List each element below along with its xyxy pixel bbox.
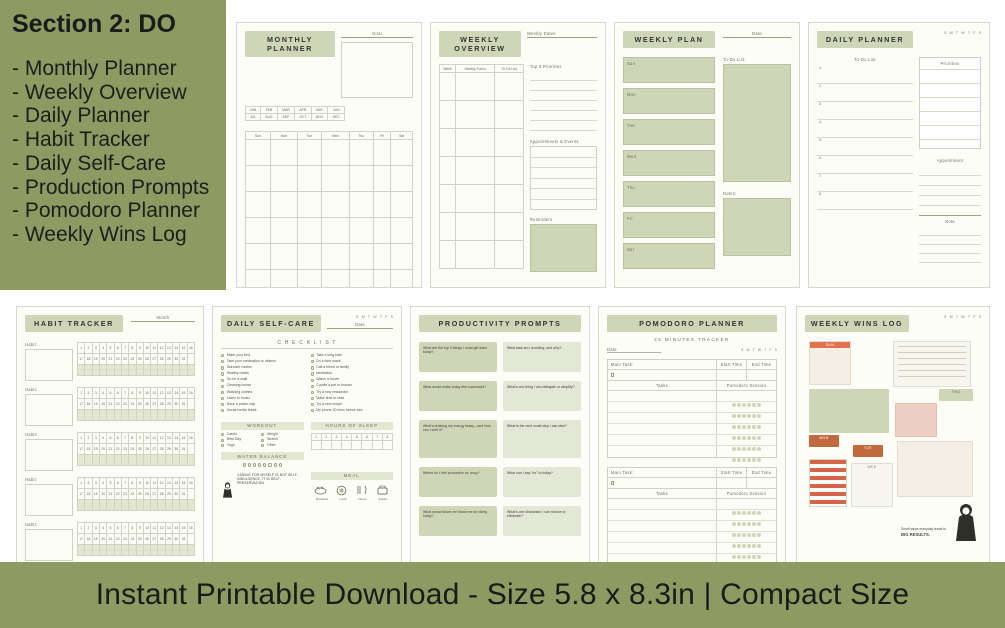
note-wed[interactable]: [851, 463, 893, 507]
weekday-th[interactable]: T: [764, 348, 767, 352]
checklist-item: Try a new recipe: [311, 403, 394, 407]
checklist-item: Have a power nap: [221, 403, 304, 407]
weekday-s[interactable]: S: [944, 315, 947, 319]
checklist-item: Washing clothes: [221, 391, 304, 395]
note-label: Note: [919, 215, 981, 224]
note-beige-right[interactable]: [897, 441, 973, 497]
list-item: - Weekly Overview: [12, 80, 187, 104]
pomodoro-rows[interactable]: [608, 391, 776, 457]
list-item: - Daily Self-Care: [12, 151, 167, 175]
prompt-card[interactable]: What would make today feel successful?: [419, 381, 497, 411]
item-number: 8.: [819, 192, 823, 196]
sheet-title: PRODUCTIVITY PROMPTS: [419, 315, 581, 332]
item-number: 2.: [819, 84, 823, 88]
checklist-item: Listen to music: [221, 397, 304, 401]
checklist-item: Do a face mask: [311, 360, 394, 364]
workout-label: WORKOUT: [221, 422, 304, 430]
col-todo: To Do List: [495, 65, 524, 73]
weekday-m[interactable]: M: [949, 31, 953, 35]
checkbox[interactable]: [221, 433, 224, 436]
checkbox[interactable]: [221, 439, 224, 442]
list-item: - Monthly Planner: [12, 57, 177, 80]
weekday-sa[interactable]: S: [978, 31, 981, 35]
weekly-dates-label: Weekly Dates: [527, 31, 597, 38]
date-label: Date: [723, 31, 791, 38]
prompt-card[interactable]: What's one thing I can delegate or simplify?: [503, 381, 581, 411]
weekday-selector[interactable]: [919, 31, 981, 35]
appointment-lines[interactable]: [919, 166, 981, 206]
checkbox[interactable]: [311, 397, 314, 400]
priorities-lines[interactable]: [530, 71, 597, 131]
checklist-item: Take your medication or vitamin: [221, 360, 304, 364]
habit-day-grid[interactable]: 1 2 3 4 5 6 7 8 9 10 11 12 13 14 15 16 17 18 19 20 21 22 23 24 25 26 27 28 29 30 31: [77, 477, 195, 511]
sheet-habit-tracker: [16, 306, 204, 568]
checklist-item: Make time to read: [311, 397, 394, 401]
checklist-item: Make your bed: [221, 354, 304, 358]
month-cell: JUL: [246, 114, 261, 121]
end-time-header: End Time: [746, 468, 776, 477]
start-time-header: Start Time: [716, 360, 746, 369]
notes-label: Notes:: [723, 191, 737, 196]
sheet-monthly-planner: [236, 22, 422, 288]
checklist-item: Cuddle a pet or human: [311, 384, 394, 388]
prompt-column-right: [503, 342, 581, 536]
checkbox[interactable]: [311, 379, 314, 382]
checkbox[interactable]: [611, 373, 614, 376]
checkbox[interactable]: [221, 403, 224, 406]
feature-list: [12, 57, 226, 247]
weekday-m[interactable]: M: [361, 315, 365, 319]
water-glass[interactable]: [274, 463, 277, 466]
sheet-title: POMODORO PLANNER: [607, 315, 777, 332]
weekday-th[interactable]: T: [967, 31, 971, 35]
meal-icons[interactable]: [311, 484, 394, 496]
weekday-th[interactable]: T: [967, 315, 971, 319]
weekday-sa[interactable]: S: [978, 315, 981, 319]
top-priorities-label: Top 3 Priorities: [529, 64, 562, 69]
habit-rows[interactable]: [25, 342, 195, 561]
day-label: Wed: [627, 154, 637, 159]
pomodoro-block: [607, 467, 777, 566]
goal-label: Goal: [341, 31, 413, 38]
checkbox[interactable]: [311, 360, 314, 363]
appointments-box[interactable]: [530, 146, 597, 210]
weekday-th[interactable]: T: [379, 315, 383, 319]
day-label: Fri: [627, 216, 633, 221]
habit-day-grid[interactable]: 1 2 3 4 5 6 7 8 9 10 11 12 13 14 15 16 17 18 19 20 21 22 23 24 25 26 27 28 29 30 31: [77, 342, 195, 376]
sheet-daily-self-care: [212, 306, 402, 568]
sheet-title: HABIT TRACKER: [25, 315, 123, 332]
priorities-label: Priorities: [920, 58, 980, 70]
water-glass[interactable]: [248, 463, 251, 466]
meal-item-label: Snacks: [378, 496, 388, 501]
checkbox[interactable]: [221, 372, 224, 375]
note-pink[interactable]: [895, 403, 937, 437]
todo-label: To-Do List:: [723, 57, 746, 62]
day-label: Sun: [627, 61, 636, 66]
date-label: Date: [607, 347, 661, 353]
checkbox[interactable]: [611, 481, 614, 484]
checklist-item: Skincare routine: [221, 366, 304, 370]
prompt-card[interactable]: Where do I feel productive vs. busy?: [419, 467, 497, 497]
checkbox[interactable]: [221, 444, 224, 447]
sleep-hours-grid[interactable]: 1 2 3 4 5 6 7 8: [311, 433, 394, 450]
weekday-f[interactable]: F: [973, 31, 976, 35]
sheet-title: WEEKLY OVERVIEW: [439, 31, 521, 57]
habit-label: Habit:: [25, 432, 38, 437]
note-green-left[interactable]: [809, 389, 889, 433]
weekday-selector[interactable]: [741, 348, 777, 352]
item-number: 4.: [819, 120, 823, 124]
checklist-item: Social media break: [221, 409, 304, 413]
prompt-card[interactable]: What would future me thank me for doing today?: [419, 506, 497, 536]
pomodoro-block: [607, 359, 777, 458]
day-label: Sat: [627, 247, 635, 252]
checkbox[interactable]: [311, 372, 314, 375]
checklist-item: Try a new restaurant: [311, 391, 394, 395]
item-number: 1.: [819, 66, 823, 70]
lunch-icon: [335, 484, 348, 496]
water-glass[interactable]: [243, 463, 246, 466]
sheet-title: WEEKLY PLAN: [623, 31, 715, 48]
pomodoro-rows[interactable]: [608, 499, 776, 565]
workout-options[interactable]: Cardio Weight Rest Day Stretch Yoga Other: [221, 433, 304, 448]
list-item: - Pomodoro Planner: [12, 199, 200, 223]
prompt-column-left: [419, 342, 497, 536]
weekday-w[interactable]: W: [961, 315, 965, 319]
checkbox[interactable]: [311, 385, 314, 388]
habit-day-grid[interactable]: 1 2 3 4 5 6 7 8 9 10 11 12 13 14 15 16 17 18 19 20 21 22 23 24 25 26 27 28 29 30 31: [77, 432, 195, 466]
day-tag-wed: WED: [867, 465, 877, 469]
checklist-column-right[interactable]: [311, 354, 394, 415]
checkbox[interactable]: [311, 354, 314, 357]
item-number: 7.: [819, 174, 823, 178]
notes-box[interactable]: [723, 198, 791, 256]
footer-note: Small steps everyday leads to BIG RESULTS.: [901, 527, 947, 537]
weekday-t[interactable]: T: [955, 315, 959, 319]
checklist-item: Meditation: [311, 372, 394, 376]
weekday-f[interactable]: F: [973, 315, 976, 319]
month-label: Month: [131, 315, 195, 322]
month-grid[interactable]: Sun Mon Tue Wed Thu Fri Sat: [245, 131, 413, 288]
reminders-box[interactable]: [530, 224, 597, 272]
todo-box[interactable]: [723, 64, 791, 182]
appointment-label: Appointment: [936, 158, 964, 163]
footer-text: Instant Printable Download - Size 5.8 x 8.3in | Compact Size: [95, 578, 910, 611]
list-item: - Production Prompts: [12, 175, 210, 199]
checkbox[interactable]: [221, 360, 224, 363]
tasks-header: Tasks: [656, 491, 668, 496]
habit-label: Habit:: [25, 477, 38, 482]
checkbox[interactable]: [261, 444, 264, 447]
checklist-column-left[interactable]: [221, 354, 304, 415]
note-striped[interactable]: [809, 459, 847, 507]
wins-collage: [805, 341, 981, 541]
weekday-m[interactable]: M: [949, 315, 953, 319]
note-lined-top[interactable]: [893, 341, 971, 387]
habit-label: Habit:: [25, 387, 38, 392]
checkbox[interactable]: [261, 439, 264, 442]
date-label: Date: [327, 322, 393, 329]
checkbox[interactable]: [221, 385, 224, 388]
checklist-label: C H E C K L I S T: [277, 340, 337, 346]
item-number: 5.: [819, 138, 823, 142]
sheet-weekly-overview: [430, 22, 606, 288]
end-time-header: End Time: [746, 360, 776, 369]
checkbox[interactable]: [311, 403, 314, 406]
main-task-label: Main Task:: [611, 470, 634, 475]
note-mon[interactable]: [809, 435, 839, 447]
weekday-w[interactable]: W: [961, 31, 965, 35]
tasks-header: Tasks: [656, 383, 668, 388]
day-tag-mon: MON: [819, 436, 829, 440]
weekday-w[interactable]: W: [757, 348, 762, 352]
checkbox[interactable]: [311, 391, 314, 394]
note-sun[interactable]: [809, 341, 851, 385]
col-week: Week: [440, 65, 456, 73]
meal-item-label: Breakfast: [316, 496, 329, 501]
month-cell: JAN: [246, 107, 261, 114]
weekly-overview-table[interactable]: [439, 64, 524, 269]
main-task-label: Main Task:: [611, 362, 634, 367]
habit-day-grid[interactable]: 1 2 3 4 5 6 7 8 9 10 11 12 13 14 15 16 17 18 19 20 21 22 23 24 25 26 27 28 29 30 31: [77, 522, 195, 556]
weekday-s[interactable]: S: [356, 315, 359, 319]
day-label: Tue: [627, 123, 635, 128]
sheet-pomodoro-planner: [598, 306, 786, 568]
list-item: - Weekly Wins Log: [12, 223, 187, 247]
water-glass[interactable]: [268, 463, 271, 466]
list-item: - Habit Tracker: [12, 128, 150, 152]
weekday-list[interactable]: [623, 57, 715, 269]
sheet-weekly-wins-log: [796, 306, 990, 568]
page-title: Section 2: DO: [12, 10, 176, 38]
session-header: Pomodoro Session: [716, 489, 776, 498]
weekday-s[interactable]: S: [944, 31, 947, 35]
water-glass[interactable]: [263, 463, 266, 466]
weekday-selector[interactable]: [327, 315, 393, 319]
woman-illustration-icon: [953, 501, 979, 541]
checkbox[interactable]: [221, 409, 224, 412]
col-focus: Weekly Focus: [456, 65, 495, 73]
day-label: Thu: [627, 185, 635, 190]
note-tue[interactable]: [853, 445, 883, 457]
sheet-weekly-plan: [614, 22, 800, 288]
water-glass[interactable]: [258, 463, 261, 466]
checkbox[interactable]: [221, 391, 224, 394]
checkbox[interactable]: [221, 354, 224, 357]
prompt-card[interactable]: What can I say "no" to today?: [503, 467, 581, 497]
todo-label: To-Do List: [854, 57, 876, 62]
prompt-card[interactable]: What's draining my energy today—and how can I shift it?: [419, 420, 497, 458]
sheet-title: WEEKLY WINS LOG: [805, 315, 909, 332]
weekday-t[interactable]: T: [367, 315, 371, 319]
checklist-item: Call a friend or family: [311, 366, 394, 370]
weekday-sa[interactable]: S: [774, 348, 777, 352]
self-care-quote: CARING FOR MYSELF IS NOT SELF-INDULGENCE, IT IS SELF-PRESERVATION: [237, 472, 299, 485]
weekday-s[interactable]: S: [741, 348, 744, 352]
appointments-label: Appointments & Events: [529, 139, 579, 144]
day-tag-tue: TUE: [864, 446, 872, 450]
footer-banner: [0, 562, 1005, 628]
woman-illustration-icon: [221, 473, 234, 507]
checkbox[interactable]: [221, 379, 224, 382]
sheet-daily-planner: [808, 22, 990, 288]
session-header: Pomodoro Session: [716, 381, 776, 390]
day-label: Mon: [627, 92, 636, 97]
item-number: 3.: [819, 102, 823, 106]
reminders-label: Reminders: [529, 217, 553, 222]
weekday-m[interactable]: M: [746, 348, 750, 352]
sheet-title: DAILY SELF-CARE: [221, 315, 321, 332]
weekday-selector[interactable]: [915, 315, 981, 319]
note-thu[interactable]: [939, 389, 973, 401]
checklist-item: Watch a movie: [311, 378, 394, 382]
weekday-w[interactable]: W: [373, 315, 377, 319]
meal-label: MEAL: [311, 472, 394, 480]
weekday-t[interactable]: T: [955, 31, 959, 35]
checklist-item: Healthy meals: [221, 372, 304, 376]
breakfast-icon: [314, 484, 327, 496]
sheet-productivity-prompts: [410, 306, 590, 568]
weekday-sa[interactable]: S: [390, 315, 393, 319]
water-glasses[interactable]: [221, 463, 304, 466]
checkbox[interactable]: [311, 366, 314, 369]
priorities-box[interactable]: [919, 57, 981, 149]
water-glass[interactable]: [279, 463, 282, 466]
water-glass[interactable]: [253, 463, 256, 466]
month-selector[interactable]: JAN FEB MAR APR MAY JUN JUL AUG SEP OCT NOV DEC: [245, 106, 345, 121]
meal-item-label: Dinner: [358, 496, 367, 501]
checklist-item: Cleaning house: [221, 384, 304, 388]
habit-label: Habit:: [25, 522, 38, 527]
note-lines[interactable]: [919, 227, 981, 263]
prompt-card[interactable]: What is the next small step I can take?: [503, 420, 581, 458]
water-label: WATER BALANCE: [221, 452, 304, 460]
todo-numbered-list[interactable]: [817, 66, 913, 210]
habit-day-grid[interactable]: 1 2 3 4 5 6 7 8 9 10 11 12 13 14 15 16 17 18 19 20 21 22 23 24 25 26 27 28 29 30 31: [77, 387, 195, 421]
prompt-card[interactable]: What's one distraction I can reduce or eliminate?: [503, 506, 581, 536]
checkbox[interactable]: [221, 366, 224, 369]
snacks-icon: [376, 484, 389, 496]
checklist-item: My phone 30 mins before bed: [311, 409, 394, 413]
section-banner: [0, 0, 226, 290]
sleep-label: HOURS OF SLEEP: [311, 422, 394, 430]
weekday-f[interactable]: F: [385, 315, 388, 319]
sheet-subtitle: 25 MINUTES TRACKER: [654, 337, 730, 342]
checkbox[interactable]: [261, 433, 264, 436]
checklist-item: Take a long bath: [311, 354, 394, 358]
checklist-item: Go for a walk: [221, 378, 304, 382]
prompt-card[interactable]: What are the top 3 things I must get done today?: [419, 342, 497, 372]
prompt-card[interactable]: What task am I avoiding, and why?: [503, 342, 581, 372]
habit-label: Habit:: [25, 342, 38, 347]
checkbox[interactable]: [311, 409, 314, 412]
dinner-icon: [356, 484, 369, 496]
start-time-header: Start Time: [716, 468, 746, 477]
list-item: - Daily Planner: [12, 104, 150, 128]
weekday-f[interactable]: F: [769, 348, 772, 352]
sheet-title: MONTHLY PLANNER: [245, 31, 335, 57]
checkbox[interactable]: [221, 397, 224, 400]
day-tag-sun: SUN: [810, 342, 850, 348]
item-number: 6.: [819, 156, 823, 160]
meal-item-label: Lunch: [339, 496, 348, 501]
sheet-title: DAILY PLANNER: [817, 31, 913, 48]
day-tag-thu: THU: [951, 390, 961, 394]
weekday-t[interactable]: T: [752, 348, 755, 352]
